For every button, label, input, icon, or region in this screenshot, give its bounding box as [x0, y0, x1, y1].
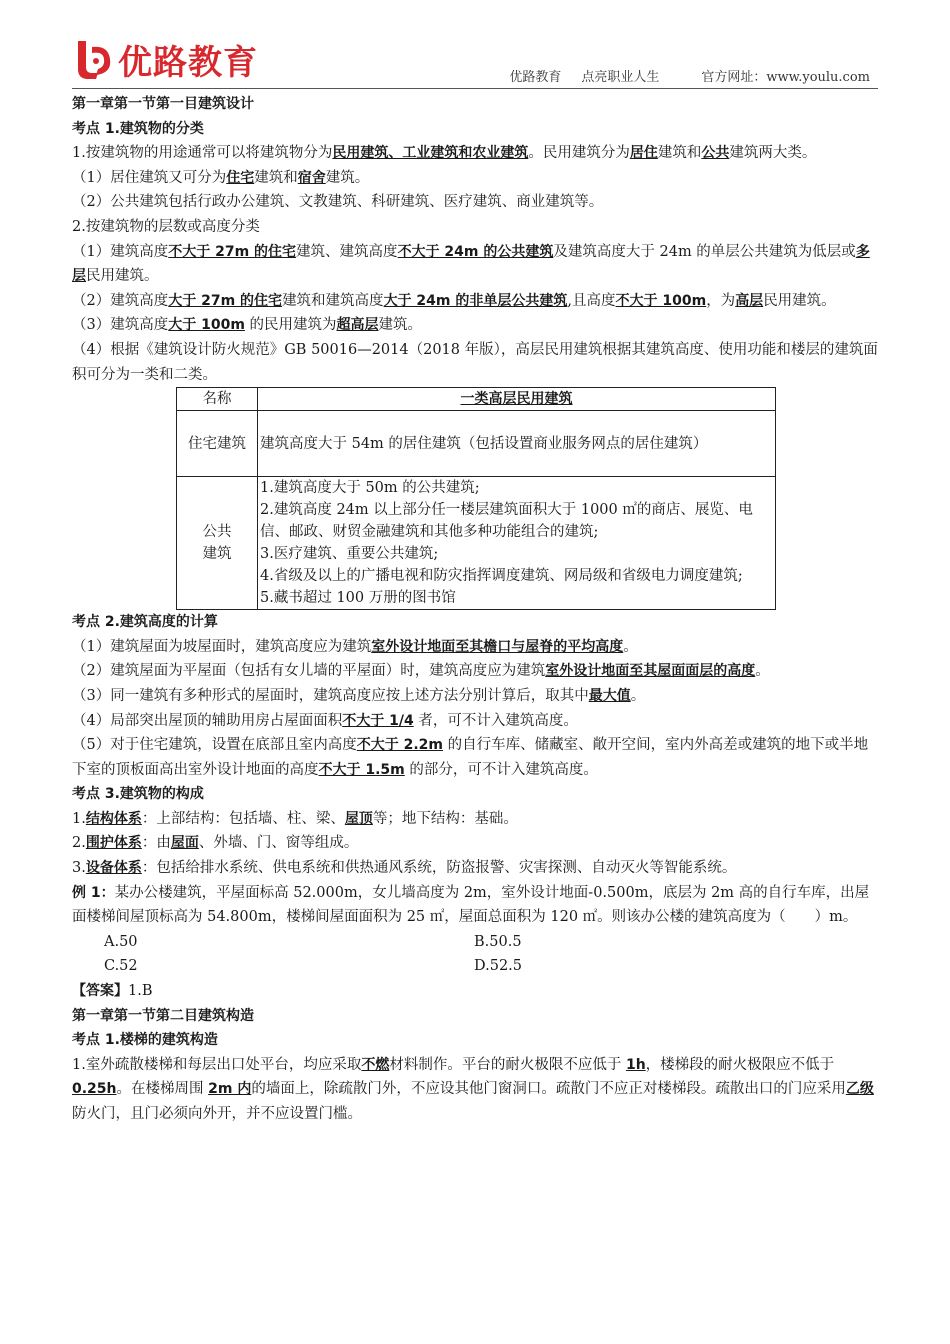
kp2-para-1: （1）建筑屋面为坡屋面时，建筑高度应为建筑室外设计地面至其檐口与屋脊的平均高度。	[72, 638, 638, 655]
header-info	[489, 66, 870, 85]
kp2-title: 考点 2.建筑高度的计算	[72, 614, 218, 631]
table-cell-name: 住宅建筑	[177, 411, 258, 477]
table-cell-text: 建筑高度大于 54m 的居住建筑（包括设置商业服务网点的居住建筑）	[258, 411, 776, 477]
document-body	[72, 92, 878, 1127]
option-d: D.52.5	[474, 958, 523, 975]
table-header-name: 名称	[177, 388, 258, 411]
table-header-title: 一类高层民用建筑	[258, 388, 776, 411]
section-title-2: 第一章第一节第二目建筑构造	[72, 1007, 254, 1024]
example-question: 例 1：某办公楼建筑，平屋面标高 52.000m，女儿墙高度为 2m，室外设计地面-0.500m，底层为 2m 高的自行车库，出屋面楼梯间屋顶标高为 54.800m，楼梯间屋面面积为 25 ㎡，屋面总面积为 120 ㎡。则该办公楼的建筑高度为（ ）m。	[72, 884, 870, 926]
section-title-1: 第一章第一节第一目建筑设计	[72, 96, 254, 112]
header-divider	[72, 88, 878, 89]
kp4-para-1: 1.室外疏散楼梯和每层出口处平台，均应采取不燃材料制作。平台的耐火极限不应低于 1h，楼梯段的耐火极限应不低于 0.25h。在楼梯周围 2m 内的墙面上，除疏散门外，不应设其他门窗洞口。疏散门不应正对楼梯段。疏散出口的门应采用乙级防火门，且门必须向外开，并不应设置门槛。	[72, 1056, 874, 1122]
kp1-para-5: （1）建筑高度不大于 27m 的住宅建筑、建筑高度不大于 24m 的公共建筑及建筑高度大于 24m 的单层公共建筑为低层或多层民用建筑。	[72, 243, 870, 285]
kp2-para-3: （3）同一建筑有多种形式的屋面时，建筑高度应按上述方法分别计算后，取其中最大值。	[72, 687, 646, 704]
header-site[interactable]: 官方网址：www.youlu.com	[701, 70, 870, 85]
kp1-title: 考点 1.建筑物的分类	[72, 120, 204, 137]
kp2-para-2: （2）建筑屋面为平屋面（包括有女儿墙的平屋面）时，建筑高度应为建筑室外设计地面至其屋面面层的高度。	[72, 663, 770, 680]
kp1-para-3: （2）公共建筑包括行政办公建筑、文教建筑、科研建筑、医疗建筑、商业建筑等。	[72, 194, 604, 211]
kp4-title: 考点 1.楼梯的建筑构造	[72, 1032, 218, 1049]
kp3-para-1: 1.结构体系：上部结构：包括墙、柱、梁、屋顶等；地下结构：基础。	[72, 810, 518, 827]
table-cell-name: 公共 建筑	[177, 477, 258, 610]
option-c: C.52	[104, 958, 138, 975]
option-a: A.50	[104, 933, 138, 950]
kp1-para-7: （3）建筑高度大于 100m 的民用建筑为超高层建筑。	[72, 317, 423, 334]
kp1-para-2: （1）居住建筑又可分为住宅建筑和宿舍建筑。	[72, 169, 370, 186]
header-brand: 优路教育	[509, 70, 562, 85]
table-row	[177, 477, 776, 610]
table-cell-text: 1.建筑高度大于 50m 的公共建筑; 2.建筑高度 24m 以上部分任一楼层建筑面积大于 1000 ㎡的商店、展览、电信、邮政、财贸金融建筑和其他多种功能组合的建筑; 3.医疗建筑、重要公共建筑; 4.省级及以上的广播电视和防灾指挥调度建筑、网局级和省级电力调度建筑; 5.藏书超过 100 万册的图书馆	[258, 477, 776, 610]
kp3-para-2: 2.围护体系：由屋面、外墙、门、窗等组成。	[72, 835, 359, 852]
table-header-row	[177, 388, 776, 411]
kp1-para-6: （2）建筑高度大于 27m 的住宅建筑和建筑高度大于 24m 的非单层公共建筑,且高度不大于 100m，为高层民用建筑。	[72, 292, 836, 309]
option-b: B.50.5	[474, 933, 522, 950]
answer: 【答案】1.B	[72, 983, 153, 1000]
brand-logo	[72, 34, 258, 84]
kp1-para-1: 1.按建筑物的用途通常可以将建筑物分为民用建筑、工业建筑和农业建筑。民用建筑分为居住建筑和公共建筑两大类。	[72, 145, 817, 162]
header-slogan: 点亮职业人生	[581, 70, 660, 85]
table-row	[177, 411, 776, 477]
kp1-para-8: （4）根据《建筑设计防火规范》GB 50016—2014（2018 年版），高层民用建筑根据其建筑高度、使用功能和楼层的建筑面积可分为一类和二类。	[72, 341, 878, 383]
classification-table	[176, 387, 776, 610]
logo-mark-icon	[72, 37, 116, 81]
kp1-para-4: 2.按建筑物的层数或高度分类	[72, 218, 260, 235]
kp2-para-4: （4）局部突出屋顶的辅助用房占屋面面积不大于 1/4 者，可不计入建筑高度。	[72, 712, 578, 729]
options-row-1	[72, 930, 878, 955]
kp3-title: 考点 3.建筑物的构成	[72, 786, 204, 803]
kp2-para-5: （5）对于住宅建筑，设置在底部且室内高度不大于 2.2m 的自行车库、储藏室、敞开空间，室内外高差或建筑的地下或半地下室的顶板面高出室外设计地面的高度不大于 1.5m 的部分，可不计入建筑高度。	[72, 737, 869, 778]
page-header	[72, 28, 878, 90]
options-row-2	[72, 954, 878, 979]
logo-text: 优路教育	[118, 42, 258, 83]
kp3-para-3: 3.设备体系：包括给排水系统、供电系统和供热通风系统，防盗报警、灾害探测、自动灭火等智能系统。	[72, 860, 737, 877]
